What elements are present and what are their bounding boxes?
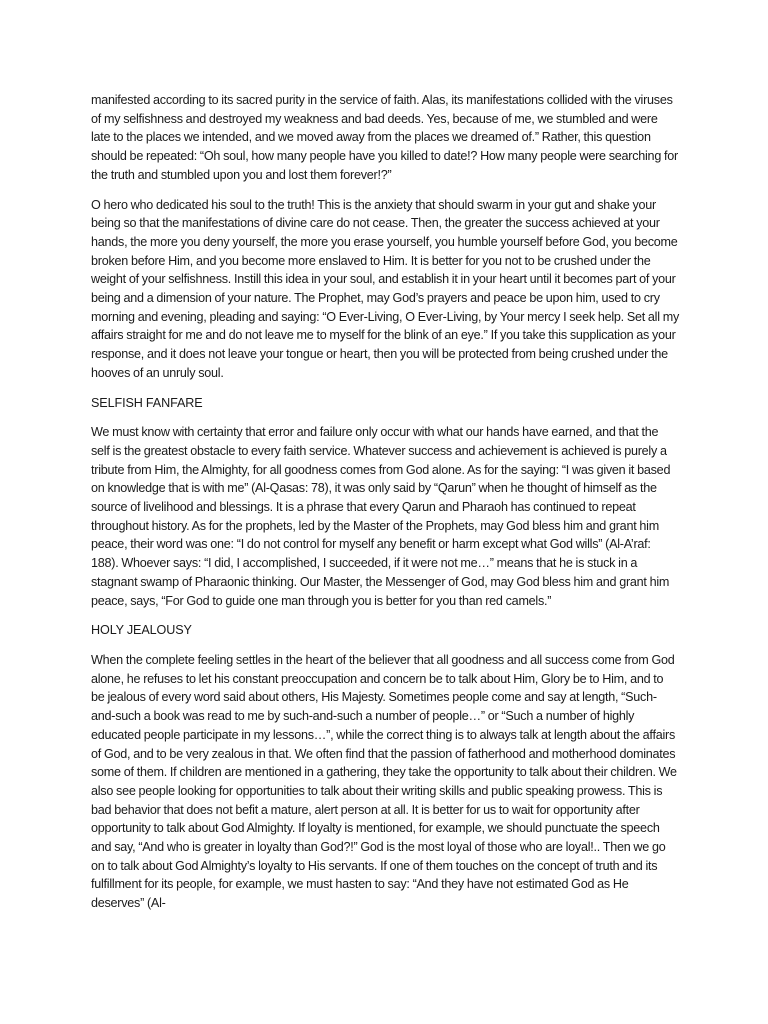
paragraph-1: manifested according to its sacred purity in the service of faith. Alas, its manifestations collided with the viruses of my selfishness and destroyed my weakness and bad deeds. Yes, because of me, we stumbled and were late to the places we intended, and we moved away from the places we dreamed of.” Rather, this question should be repeated: “Oh soul, how many people have you killed to date!? How many people were searching for the truth and stumbled upon you and lost them forever!?” bbox=[91, 93, 678, 182]
section-heading-selfish-fanfare: SELFISH FANFARE bbox=[91, 395, 203, 410]
paragraph-3: We must know with certainty that error and failure only occur with what our hands have earned, and that the self is the greatest obstacle to every faith service. Whatever success and achievement is achieved is purely a tribute from Him, the Almighty, for all goodness comes from God alone. As for the saying: “I was given it based on knowledge that is with me” (Al-Qasas: 78), it was only said by “Qarun” when he thought of himself as the source of livelihood and blessings. It is a phrase that every Qarun and Pharaoh has continued to repeat throughout history. As for the prophets, led by the Master of the Prophets, may God bless him and grant him peace, their word was one: “I do not control for myself any benefit or harm except what God wills” (Al-A’raf: 188). Whoever says: “I did, I accomplished, I succeeded, if it were not me…” means that he is stuck in a stagnant swamp of Pharaonic thinking. Our Master, the Messenger of God, may God bless him and grant him peace, says, “For God to guide one man through you is better for you than red camels.” bbox=[91, 425, 671, 608]
document-page bbox=[91, 91, 679, 924]
paragraph-2: O hero who dedicated his soul to the truth! This is the anxiety that should swarm in your gut and shake your being so that the manifestations of divine care do not cease. Then, the greater the success achieved at your hands, the more you deny yourself, the more you erase yourself, you humble yourself before God, you become broken before Him, and you become more enslaved to Him. It is better for you not to be crushed under the weight of your selfishness. Instill this idea in your soul, and establish it in your heart until it becomes part of your being and a dimension of your nature. The Prophet, may God’s prayers and peace be upon him, used to cry morning and evening, pleading and saying: “O Ever-Living, O Ever-Living, by Your mercy I seek help. Set all my affairs straight for me and do not leave me to myself for the blink of an eye.” If you take this supplication as your response, and it does not leave your tongue or heart, then you will be protected from being crushed under the hooves of an unruly soul. bbox=[91, 197, 680, 380]
paragraph-4: When the complete feeling settles in the heart of the believer that all goodness and all success come from God alone, he refuses to let his constant preoccupation and concern be to talk about Him, Glory be to Him, and to be jealous of every word said about others, His Majesty. Sometimes people come and say at length, “Such-and-such a book was read to me by such-and-such a number of people…” or “Such a number of highly educated people participate in my lessons…”, while the correct thing is to always talk at length about the affairs of God, and to be very zealous in that. We often find that the passion of fatherhood and motherhood dominates some of them. If children are mentioned in a gathering, they take the opportunity to talk about their children. We also see people looking for opportunities to talk about their writing skills and public speaking prowess. This is bad behavior that does not befit a mature, alert person at all. It is better for us to wait for opportunity after opportunity to talk about God Almighty. If loyalty is mentioned, for example, we should punctuate the speech and say, “And who is greater in loyalty than God?!” God is the most loyal of those who are loyal!.. Then we go on to talk about God Almighty’s loyalty to His servants. If one of them touches on the concept of truth and its fulfillment for its people, for example, we must hasten to say: “And they have not estimated God as He deserves” (Al- bbox=[91, 652, 677, 911]
section-heading-holy-jealousy: HOLY JEALOUSY bbox=[91, 623, 192, 638]
